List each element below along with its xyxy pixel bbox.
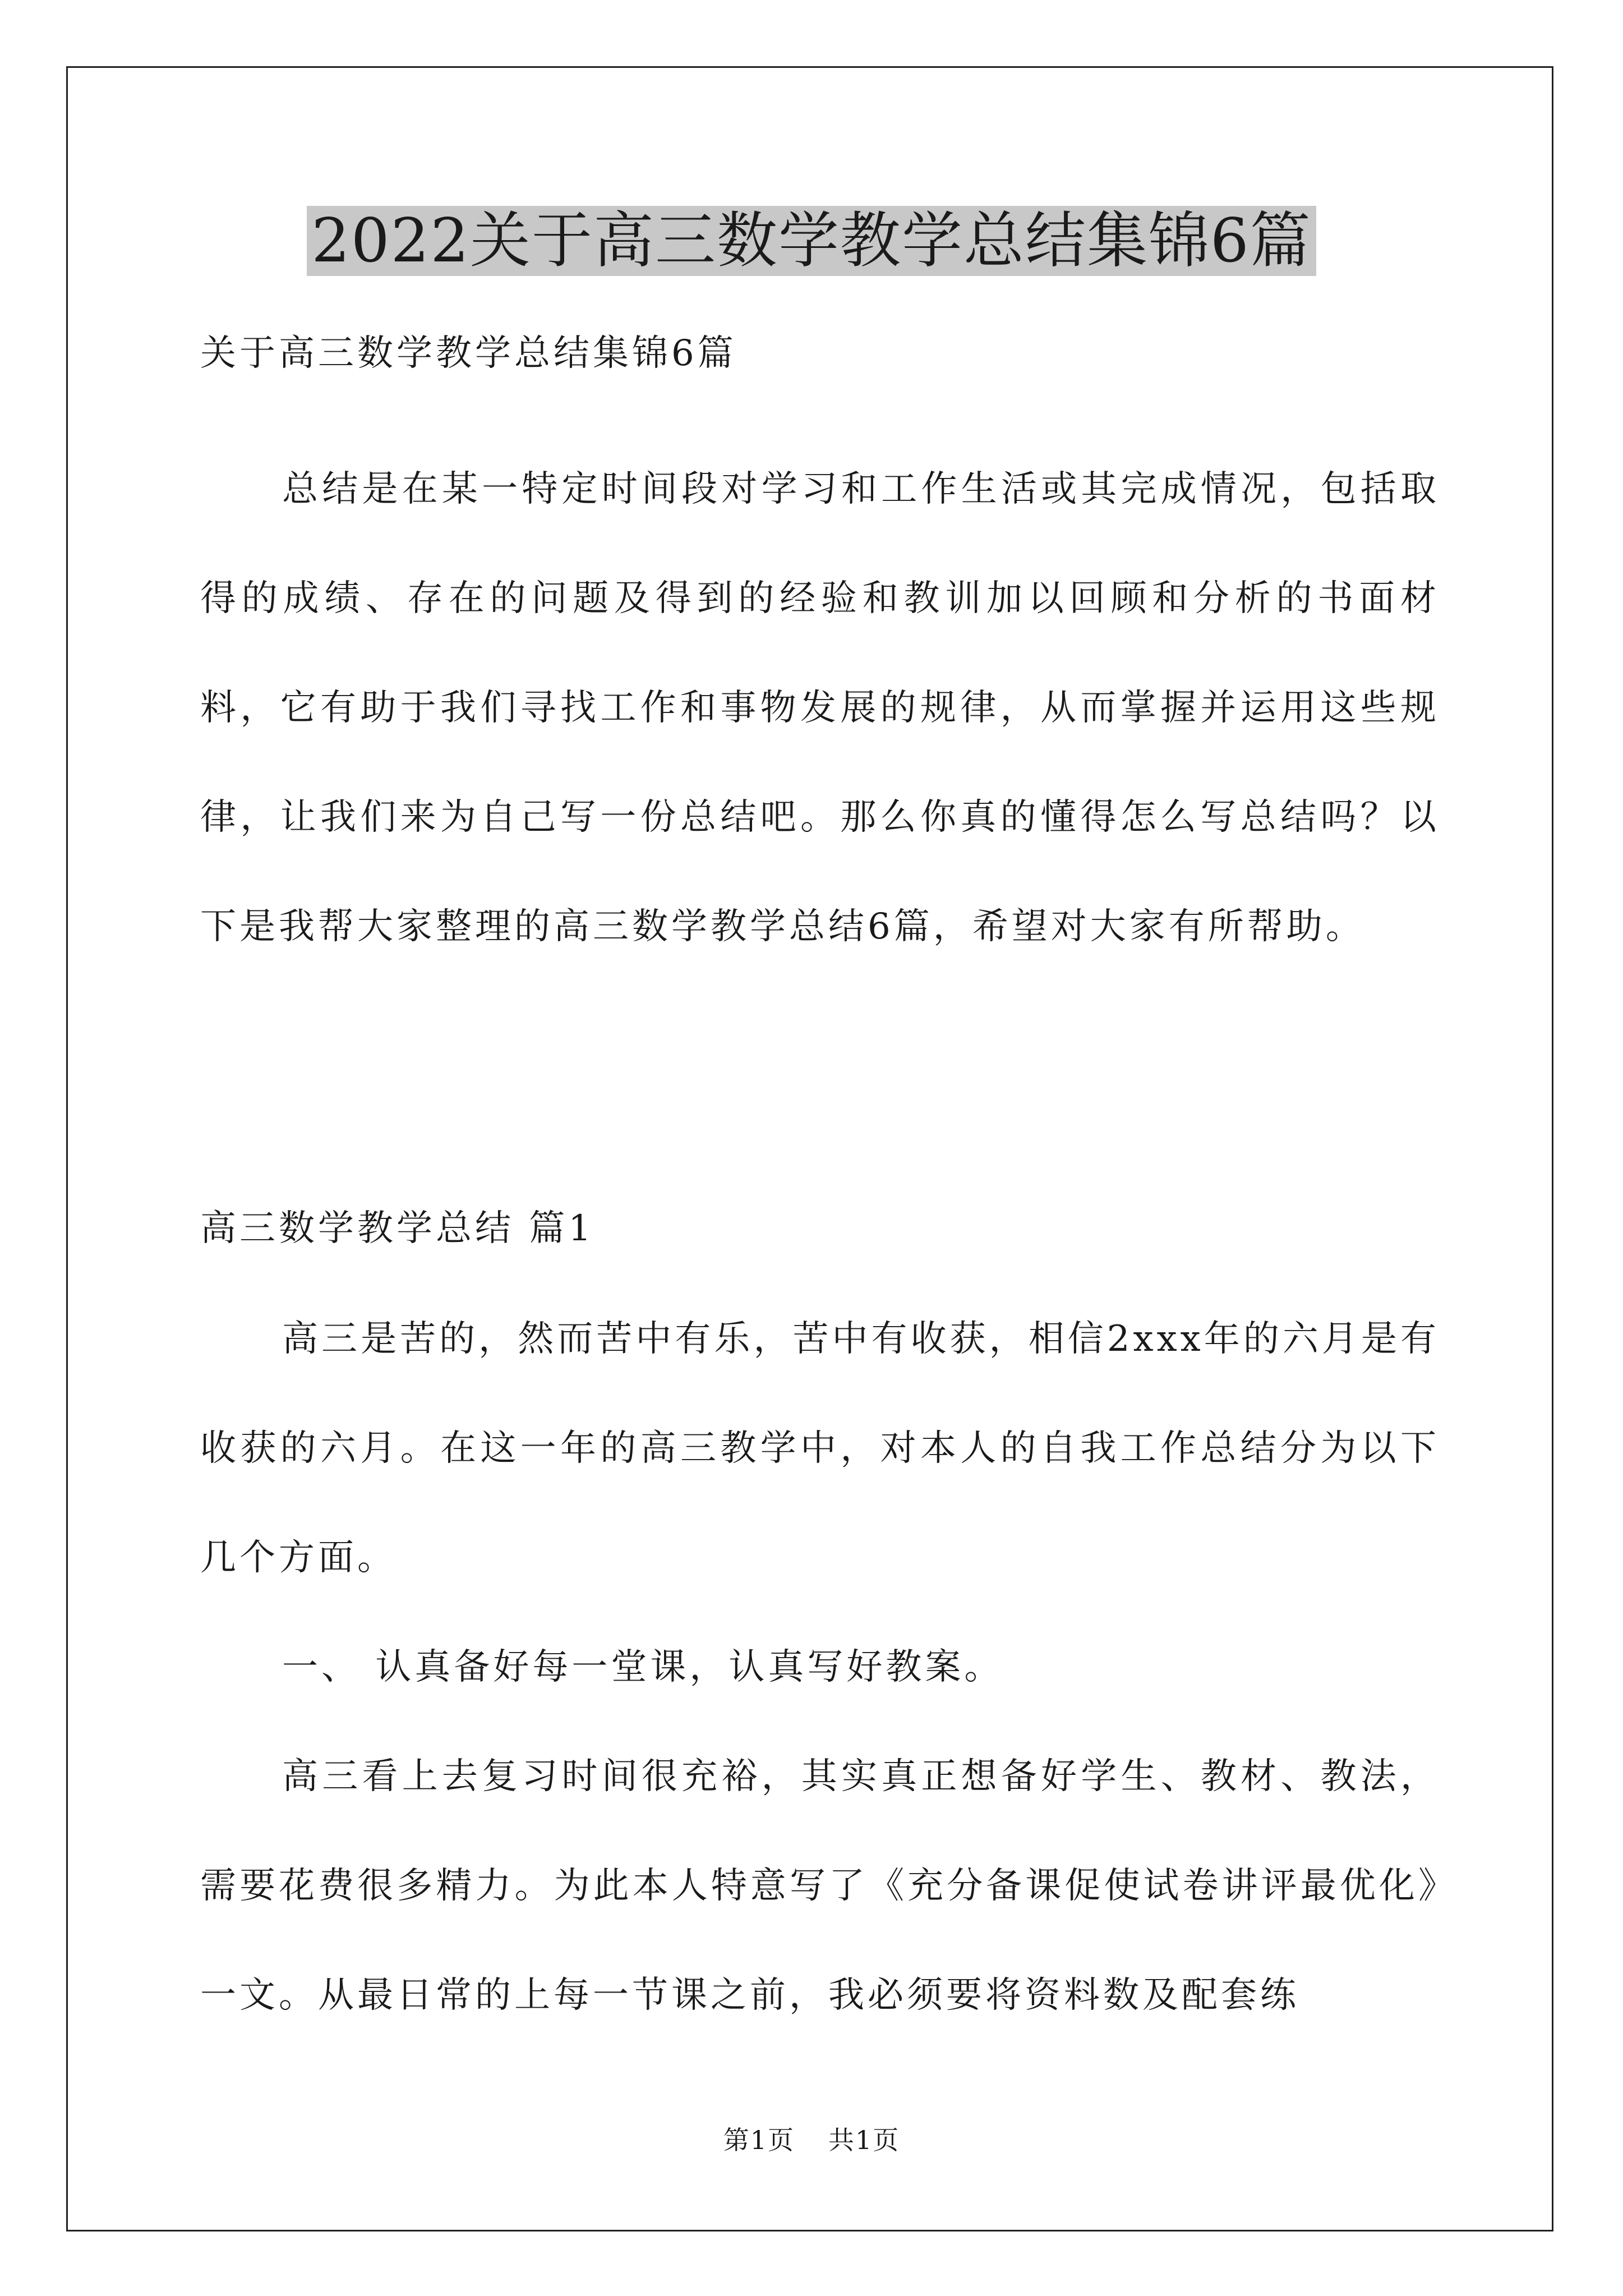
section-heading: 高三数学教学总结 篇1 bbox=[200, 1208, 595, 1249]
section-paragraph: 高三看上去复习时间很充裕，其实真正想备好学生、教材、教法，需要花费很多精力。为此本人特意写了《充分备课促使试卷讲评最优化》一文。从最日常的上每一节课之前，我必须要将资料数及配套练 bbox=[200, 1756, 1440, 2016]
document-subtitle: 关于高三数学教学总结集锦6篇 bbox=[200, 333, 737, 374]
section-paragraph: 高三是苦的，然而苦中有乐，苦中有收获，相信2xxx年的六月是有收获的六月。在这一年的高三教学中，对本人的自我工作总结分为以下几个方面。 bbox=[200, 1318, 1440, 1579]
document-title bbox=[0, 199, 1623, 283]
intro-paragraph: 总结是在某一特定时间段对学习和工作生活或其完成情况，包括取得的成绩、存在的问题及得到的经验和教训加以回顾和分析的书面材料，它有助于我们寻找工作和事物发展的规律，从而掌握并运用这些规律，让我们来为自己写一份总结吧。那么你真的懂得怎么写总结吗？以下是我帮大家整理的高三数学教学总结6篇，希望对大家有所帮助。 bbox=[200, 468, 1440, 947]
section-list-item: 一、 认真备好每一堂课，认真写好教案。 bbox=[282, 1646, 1004, 1688]
page-total: 共1页 bbox=[828, 2125, 900, 2155]
document-title-text: 2022关于高三数学教学总结集锦6篇 bbox=[307, 206, 1316, 276]
page-number: 第1页 bbox=[723, 2125, 795, 2155]
page-footer bbox=[0, 2120, 1623, 2160]
